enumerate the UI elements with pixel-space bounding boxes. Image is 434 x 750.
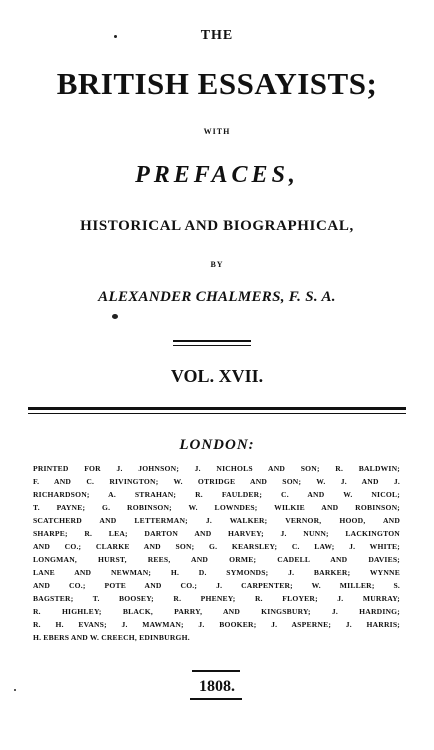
imprint-line: PRINTED FOR J. JOHNSON; J. NICHOLS AND SON; R. BALDWIN; — [33, 464, 400, 473]
imprint-line: LANE AND NEWMAN; H. D. SYMONDS; J. BARKER; WYNNE — [33, 568, 400, 577]
year-rule-top — [192, 670, 240, 672]
publisher-imprint — [33, 462, 400, 644]
imprint-line: SCATCHERD AND LETTERMAN; J. WALKER; VERNOR, HOOD, AND — [33, 516, 400, 525]
author: ALEXANDER CHALMERS, F. S. A. — [98, 289, 336, 305]
imprint-line: F. AND C. RIVINGTON; W. OTRIDGE AND SON; W. J. AND J. — [33, 477, 400, 486]
subtitle: HISTORICAL AND BIOGRAPHICAL, — [80, 218, 354, 234]
title-the: THE — [200, 28, 234, 43]
main-title: BRITISH ESSAYISTS; — [56, 66, 378, 101]
divider-rule-thin — [28, 413, 406, 414]
title-prefaces: PREFACES, — [135, 162, 299, 188]
ornamental-rule-thin — [173, 345, 251, 346]
volume-number: VOL. XVII. — [170, 366, 264, 386]
publication-year: 1808. — [199, 678, 235, 695]
ink-speck — [14, 689, 16, 691]
title-with: WITH — [203, 127, 231, 136]
imprint-line: AND CO.; CLARKE AND SON; G. KEARSLEY; C. LAW; J. WHITE; — [33, 542, 400, 551]
imprint-line: BAGSTER; T. BOOSEY; R. PHENEY; R. FLOYER; J. MURRAY; — [33, 594, 400, 603]
imprint-line: R. H. EVANS; J. MAWMAN; J. BOOKER; J. ASPERNE; J. HARRIS; — [33, 620, 400, 629]
imprint-line: H. EBERS AND W. CREECH, EDINBURGH. — [33, 633, 190, 642]
imprint-line: SHARPE; R. LEA; DARTON AND HARVEY; J. NUNN; LACKINGTON — [33, 529, 400, 538]
imprint-line: RICHARDSON; A. STRAHAN; R. FAULDER; C. AND W. NICOL; — [33, 490, 400, 499]
divider-rule — [28, 407, 406, 410]
imprint-line: R. HIGHLEY; BLACK, PARRY, AND KINGSBURY; J. HARDING; — [33, 607, 400, 616]
year-rule-bottom — [190, 698, 242, 700]
imprint-line: AND CO.; POTE AND CO.; J. CARPENTER; W. MILLER; S. — [33, 581, 400, 590]
ornamental-rule — [173, 340, 251, 342]
place-of-publication: LONDON: — [179, 437, 255, 453]
title-by: BY — [210, 260, 224, 269]
imprint-line: T. PAYNE; G. ROBINSON; W. LOWNDES; WILKIE AND ROBINSON; — [33, 503, 400, 512]
imprint-line: LONGMAN, HURST, REES, AND ORME; CADELL AND DAVIES; — [33, 555, 400, 564]
ink-blot — [112, 314, 118, 319]
